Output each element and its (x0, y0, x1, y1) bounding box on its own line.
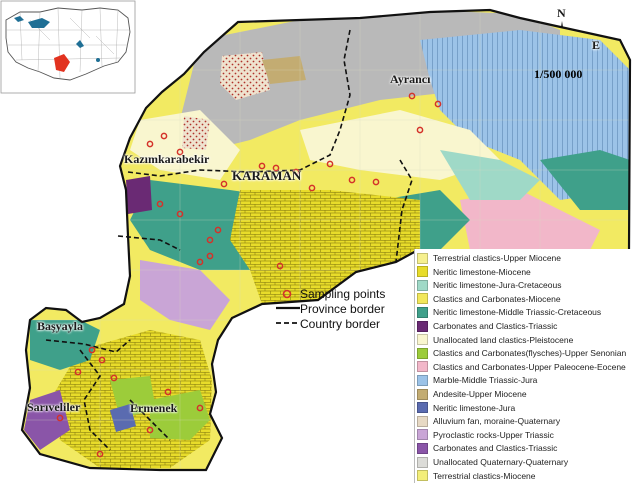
legend-label: Carbonates and Clastics-Triassic (433, 443, 558, 454)
legend-label: Alluvium fan, moraine-Quaternary (433, 416, 561, 427)
symbol-legend-label: Sampling points (300, 287, 386, 301)
legend-item (417, 387, 527, 401)
symbol-legend (270, 287, 385, 331)
legend-item (417, 251, 561, 265)
legend-label: Neritic limestone-Middle Triassic-Cretaceous (433, 307, 602, 318)
symbol-legend-row (300, 287, 385, 301)
legend-label: Neritic limestone-Jura-Cretaceous (433, 280, 562, 291)
legend-item (417, 441, 557, 455)
legend-swatch (417, 253, 428, 264)
symbol-legend-label: Province border (300, 302, 385, 316)
legend-item (417, 373, 537, 387)
place-ermenek: Ermenek (130, 401, 178, 415)
legend-swatch (417, 443, 428, 454)
legend-item (417, 360, 626, 374)
legend-item (417, 401, 515, 415)
place-kazimkarabekir: Kazımkarabekir (124, 152, 210, 166)
legend-label: Marble-Middle Triassic-Jura (433, 375, 538, 386)
legend-label: Terrestrial clastics-Miocene (433, 470, 536, 481)
legend-item (417, 414, 560, 428)
legend-label: Unallocated Quaternary-Quaternary (433, 457, 569, 467)
legend-label: Clastics and Carbonates-Miocene (433, 293, 561, 304)
legend-swatch (417, 266, 428, 277)
legend-swatch (417, 321, 428, 332)
legend-label: Terrestrial clastics-Upper Miocene (433, 253, 562, 263)
turkey-inset-map (1, 1, 135, 93)
legend-label: Carbonates and Clastics-Triassic (433, 321, 558, 331)
compass-north-label: N (557, 6, 566, 20)
legend-swatch (417, 457, 428, 468)
legend-label: Clastics and Carbonates-Upper Paleocene-Eocene (433, 361, 626, 372)
compass-east-label: E (592, 38, 601, 52)
legend-swatch (417, 361, 428, 372)
legend-label: Pyroclastic rocks-Upper Triassic (433, 429, 554, 440)
legend-label: Andesite-Upper Miocene (433, 389, 527, 399)
legend-swatch (417, 375, 428, 386)
legend-item (417, 455, 568, 469)
legend-item (417, 333, 573, 347)
symbol-legend-row (300, 317, 385, 331)
legend-item (417, 469, 536, 483)
legend-swatch (417, 293, 428, 304)
legend-swatch (417, 429, 428, 440)
legend-item (417, 428, 554, 442)
geology-legend (414, 249, 637, 483)
legend-item (417, 305, 601, 319)
legend-item (417, 265, 531, 279)
legend-swatch (417, 389, 428, 400)
place-basyayla: Başyayla (37, 319, 84, 333)
place-sariveliler: Sarıveliler (27, 400, 81, 414)
symbol-legend-label: Country border (300, 317, 381, 331)
map-scale: 1/500 000 (534, 67, 583, 81)
legend-swatch (417, 334, 428, 345)
legend-label: Neritic limestone-Jura (433, 402, 516, 413)
legend-item (417, 292, 561, 306)
place-ayranci: Ayrancı (390, 72, 431, 86)
legend-label: Clastics and Carbonates(flysches)-Upper Senonian (433, 348, 627, 359)
legend-swatch (417, 280, 428, 291)
symbol-legend-row (300, 302, 385, 316)
legend-item (417, 278, 562, 292)
legend-swatch (417, 307, 428, 318)
legend-label: Neritic limestone-Miocene (433, 266, 531, 277)
legend-item (417, 346, 626, 360)
place-karaman: KARAMAN (232, 168, 302, 183)
legend-swatch (417, 348, 428, 359)
legend-item (417, 319, 557, 333)
legend-swatch (417, 416, 428, 427)
legend-swatch (417, 470, 428, 481)
legend-swatch (417, 402, 428, 413)
legend-label: Unallocated land clastics-Pleistocene (433, 334, 574, 345)
